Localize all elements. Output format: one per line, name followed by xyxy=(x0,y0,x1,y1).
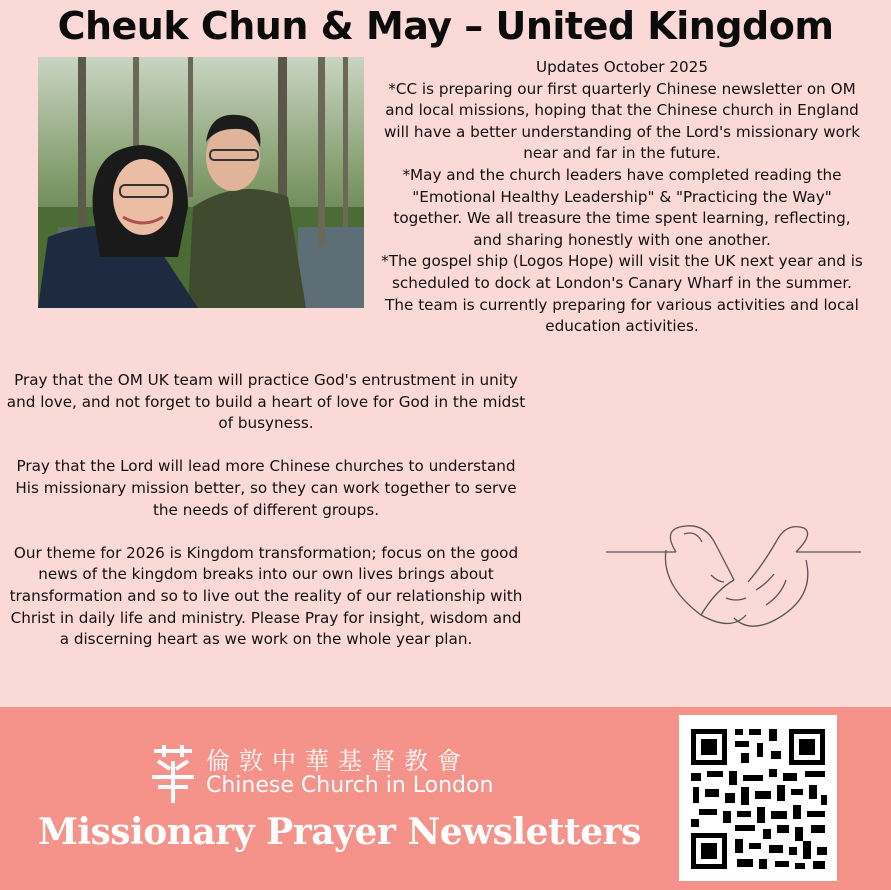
church-name-chinese: 倫敦中華基督教會 xyxy=(206,747,470,775)
updates-heading: Updates October 2025 xyxy=(535,58,708,76)
open-hands-line-art-icon xyxy=(606,520,861,635)
update-item: *May and the church leaders have completed reading the "Emotional Healthy Leadership" & "Practicing the Way" together. We all treasure the time spent learning, reflecting, and sharing honestly with one another. xyxy=(393,165,851,249)
update-item: *CC is preparing our first quarterly Chinese newsletter on OM and local missions, hoping that the Chinese church in England will have a better understanding of the Lord's missionary work near and far in the future. xyxy=(383,79,860,163)
chinese-character-logo-icon xyxy=(150,743,196,803)
footer-banner xyxy=(0,707,891,890)
couple-photo xyxy=(38,57,364,308)
newsletter-title: Missionary Prayer Newsletters xyxy=(38,811,641,853)
prayer-item: Pray that the Lord will lead more Chinese churches to understand His missionary mission better, so they can work together to serve the needs of different groups. xyxy=(15,457,517,519)
updates-section xyxy=(380,57,864,338)
prayer-item: Pray that the OM UK team will practice God's entrustment in unity and love, and not forget to build a heart of love for God in the midst of busyness. xyxy=(6,371,526,433)
prayer-item: Our theme for 2026 is Kingdom transformation; focus on the good news of the kingdom breaks into our own lives brings about transformation and so to live out the reality of our relationship with Christ in daily life and ministry. Please Pray for insight, wisdom and a discerning heart as we work on the whole year plan. xyxy=(9,543,523,649)
church-name-english: Chinese Church in London xyxy=(206,773,494,798)
qr-code-icon[interactable] xyxy=(679,715,837,881)
page-title: Cheuk Chun & May – United Kingdom xyxy=(57,4,834,48)
prayer-requests xyxy=(4,370,528,651)
update-item: *The gospel ship (Logos Hope) will visit the UK next year and is scheduled to dock at London's Canary Wharf in the summer. The team is currently preparing for various activities and local education activities. xyxy=(381,252,863,336)
